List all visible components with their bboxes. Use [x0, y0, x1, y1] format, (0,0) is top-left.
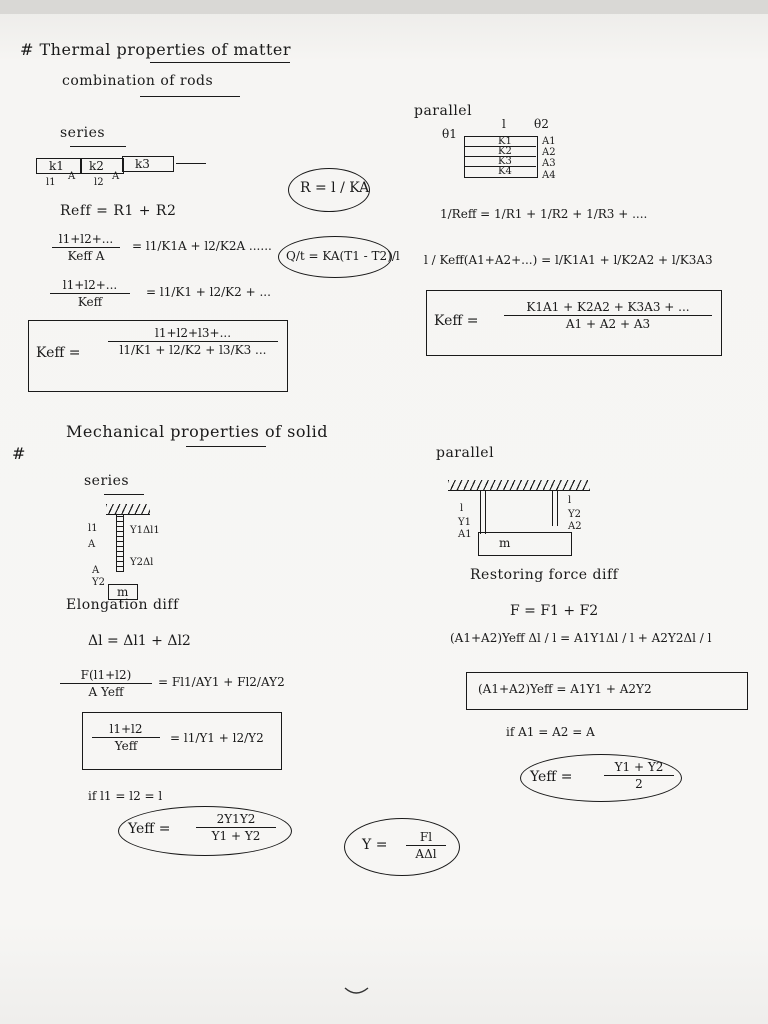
parallel-mass-label: m: [499, 536, 511, 550]
parallel-equation: l / Keff(A1+A2+...) = l/K1A1 + l/K2A2 + l/K3A3: [424, 253, 713, 267]
parallel-y1: Y1: [458, 517, 471, 528]
rod-area-2: A: [112, 171, 120, 182]
parallel-length: l: [502, 117, 506, 131]
mech-parallel-title: parallel: [436, 445, 495, 461]
keff-series-num: l1+l2+l3+...: [154, 326, 232, 340]
parallel-a1-mech: A1: [458, 529, 472, 540]
rod-len-1: l1: [46, 177, 56, 188]
parallel-l-right: l: [568, 495, 572, 506]
parallel-k3: K3: [498, 156, 512, 167]
yeff-series-den: Y1 + Y2: [211, 829, 261, 843]
if-equal-area: if A1 = A2 = A: [506, 725, 595, 739]
eq1-left-num: l1+l2+...: [58, 232, 114, 246]
parallel-a1: A1: [542, 136, 556, 147]
mechanical-hash: #: [12, 444, 26, 463]
keff-series-label: Keff =: [36, 345, 81, 361]
keff-parallel-label: Keff =: [434, 313, 479, 329]
reff-series: Reff = R1 + R2: [60, 203, 177, 219]
parallel-theta1: θ1: [442, 127, 457, 141]
rod-k1-label: k1: [49, 159, 64, 173]
young-den: AΔl: [415, 847, 437, 861]
series-mass-label: m: [117, 585, 129, 599]
eq1-left-den: Keff A: [67, 249, 105, 263]
force-equation: (A1+A2)Yeff Δl / l = A1Y1Δl / l + A2Y2Δl / l: [450, 631, 712, 645]
series-a1: A: [88, 539, 96, 550]
parallel-a4: A4: [542, 170, 556, 181]
yeff-parallel-label: Yeff =: [530, 769, 573, 785]
mech-eq-left-den: A Yeff: [88, 685, 124, 699]
if-equal-length: if l1 = l2 = l: [88, 789, 163, 803]
heat-flow-formula: Q/t = KA(T1 - T2)/l: [286, 249, 400, 263]
rod-k3-label: k3: [135, 157, 150, 171]
series-l1: l1: [88, 523, 98, 534]
mech-series-title: series: [84, 473, 130, 489]
yeff-parallel-num: Y1 + Y2: [614, 760, 664, 774]
series-a2: A: [92, 565, 100, 576]
rod-len-2: l2: [94, 177, 104, 188]
delta-sum: Δl = Δl1 + Δl2: [88, 633, 191, 649]
eq1-right: = l1/K1A + l2/K2A ......: [132, 239, 272, 253]
keff-parallel-num: K1A1 + K2A2 + K3A3 + ...: [526, 300, 690, 314]
keff-series-den: l1/K1 + l2/K2 + l3/K3 ...: [119, 343, 267, 357]
thermal-parallel-title: parallel: [414, 103, 473, 119]
yeff-series-label: Yeff =: [128, 821, 171, 837]
thermal-subheading: combination of rods: [62, 73, 214, 89]
parallel-theta2: θ2: [534, 117, 549, 131]
parallel-a2-mech: A2: [568, 521, 582, 532]
parallel-k1: K1: [498, 136, 512, 147]
mech-eq-left-num: F(l1+l2): [80, 668, 132, 682]
force-sum: F = F1 + F2: [510, 603, 599, 619]
reff-parallel: 1/Reff = 1/R1 + 1/R2 + 1/R3 + ....: [440, 207, 648, 221]
parallel-a2: A2: [542, 147, 556, 158]
resistance-formula: R = l / KA: [300, 180, 370, 196]
rod-area-1: A: [68, 171, 76, 182]
young-num: Fl: [419, 830, 433, 844]
series-y2: Y2: [92, 577, 105, 588]
parallel-k4: K4: [498, 166, 512, 177]
parallel-l-left: l: [460, 503, 464, 514]
box-parallel-text: (A1+A2)Yeff = A1Y1 + A2Y2: [478, 682, 652, 696]
eq2-right: = l1/K1 + l2/K2 + ...: [146, 285, 271, 299]
parallel-y2: Y2: [568, 509, 581, 520]
parallel-a3: A3: [542, 158, 556, 169]
mech-eq-right: = Fl1/AY1 + Fl2/AY2: [158, 675, 285, 689]
parallel-k2: K2: [498, 146, 512, 157]
yeff-parallel-den: 2: [635, 777, 643, 791]
eq2-left-den: Keff: [77, 295, 103, 309]
box-series-right: = l1/Y1 + l2/Y2: [170, 731, 264, 745]
mechanical-heading: Mechanical properties of solid: [66, 422, 328, 441]
box-series-num: l1+l2: [109, 722, 143, 736]
rod-k2-label: k2: [89, 159, 104, 173]
young-label: Y =: [362, 837, 388, 853]
elongation-text: Elongation diff: [66, 597, 179, 613]
series-y1dl1: Y1Δl1: [130, 525, 160, 536]
series-y2dl: Y2Δl: [130, 557, 154, 568]
yeff-series-num: 2Y1Y2: [216, 812, 256, 826]
eq2-left-num: l1+l2+...: [62, 278, 118, 292]
keff-parallel-den: A1 + A2 + A3: [565, 317, 651, 331]
box-series-den: Yeff: [114, 739, 138, 753]
thermal-series-title: series: [60, 125, 106, 141]
restoring-force-text: Restoring force diff: [470, 567, 619, 583]
thermal-heading: # Thermal properties of matter: [20, 40, 292, 59]
